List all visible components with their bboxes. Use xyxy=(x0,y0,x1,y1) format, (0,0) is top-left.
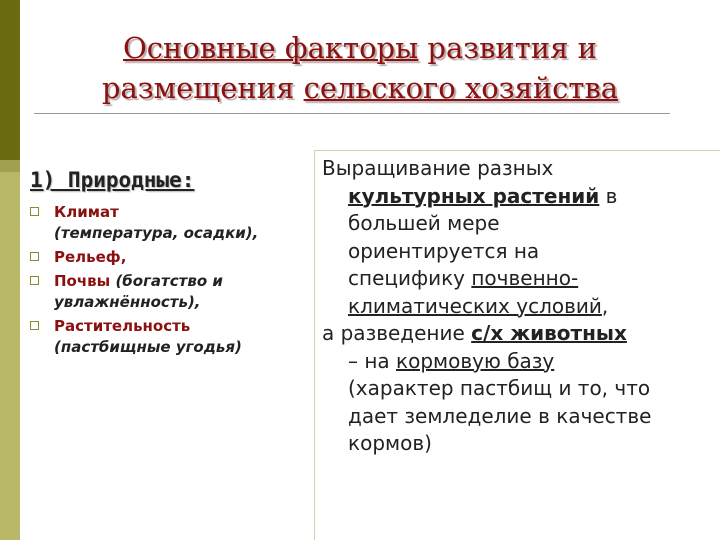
text-line: большей мере xyxy=(348,211,500,235)
text-fragment: специфику xyxy=(348,266,472,290)
text-line: кормов) xyxy=(348,431,432,455)
crops-phrase: культурных растений xyxy=(348,183,600,208)
livestock-phrase: с/х животных xyxy=(471,321,627,345)
right-paragraph xyxy=(322,155,718,458)
text-line xyxy=(322,320,718,348)
text-fragment: , xyxy=(601,293,609,318)
bullet-square-icon xyxy=(30,321,39,330)
feed-base-phrase: кормовую базу xyxy=(396,348,555,373)
item-main: Климат xyxy=(54,203,119,221)
text-fragment: в xyxy=(599,183,618,208)
left-accent-bar-dark xyxy=(0,0,20,160)
slide-title xyxy=(40,28,680,108)
item-main: Рельеф, xyxy=(54,248,127,266)
item-main: Растительность xyxy=(54,317,191,335)
left-heading: 1) Природные: xyxy=(30,168,195,192)
item-detail: (пастбищные угодья) xyxy=(54,338,242,356)
bullet-square-icon xyxy=(30,207,39,216)
text-line xyxy=(322,265,718,293)
bullet-square-icon xyxy=(30,252,39,261)
left-accent-bar xyxy=(0,0,20,540)
list-item xyxy=(30,271,300,313)
left-accent-bar-mid xyxy=(0,160,20,172)
text-line xyxy=(322,183,718,211)
item-detail: (температура, осадки), xyxy=(54,224,259,242)
title-part-1: Основные факторы xyxy=(123,31,419,65)
bullet-square-icon xyxy=(30,276,39,285)
list-item xyxy=(30,247,300,268)
text-line: дает земледелие в качестве xyxy=(348,403,652,428)
climate-phrase: климатических условий xyxy=(348,293,602,318)
text-fragment: а разведение xyxy=(322,321,472,345)
text-line: (характер пастбищ и то, что xyxy=(348,376,651,400)
item-detail: (богатство и увлажнённость), xyxy=(54,272,223,311)
item-main: Почвы xyxy=(54,272,111,290)
text-line xyxy=(322,293,718,321)
title-divider xyxy=(34,113,670,114)
text-line: Выращивание разных xyxy=(322,156,554,180)
title-part-4: сельского хозяйства xyxy=(303,71,619,105)
soil-phrase: почвенно- xyxy=(471,266,579,290)
factor-list xyxy=(30,202,300,361)
list-item xyxy=(30,202,300,244)
text-fragment: – на xyxy=(348,348,397,373)
text-line xyxy=(322,348,718,376)
title-part-3: размещения xyxy=(101,71,304,105)
text-line: ориентируется на xyxy=(348,238,540,263)
list-item xyxy=(30,316,300,358)
title-part-2: развития и xyxy=(418,31,597,65)
